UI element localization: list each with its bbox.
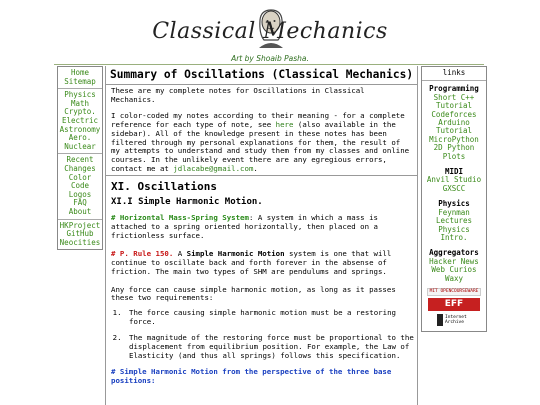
left-sidebar-nav — [57, 66, 103, 250]
art-credit: Art by Shoaib Pasha. — [231, 54, 309, 63]
rule-term: Simple Harmonic Motion — [186, 249, 285, 259]
sidebar-link[interactable]: Physics — [438, 224, 470, 234]
rule-text-a: A — [173, 249, 187, 259]
link-groups — [422, 81, 486, 286]
mit-ocw-badge[interactable]: MIT OPENCOURSEWARE — [427, 288, 481, 296]
para-text-3: . — [253, 163, 258, 173]
left-nav-link-crypto[interactable]: Crypto. — [64, 107, 96, 117]
left-nav-link-logos[interactable]: Logos — [68, 189, 92, 199]
links-header: links — [422, 67, 486, 81]
left-nav-link-color[interactable]: Color — [68, 172, 92, 182]
color-coding-paragraph — [111, 112, 413, 173]
sidebar-link[interactable]: 2D Python — [433, 143, 475, 153]
left-nav-group — [58, 220, 102, 250]
rule-note — [111, 250, 413, 276]
sidebar-link[interactable]: Tutorial — [435, 126, 473, 136]
link-group-heading: Aggregators — [429, 248, 479, 258]
requirements-list — [126, 309, 417, 361]
left-nav-link-code[interactable]: Code — [70, 181, 90, 191]
link-group-heading: Physics — [438, 199, 470, 209]
left-nav-link-neocities[interactable]: Neocities — [59, 237, 101, 247]
definition-text: : A system in which a mass is attached to a spring oriented horizontally, then placed on a frictionless surface. — [111, 213, 378, 240]
left-nav-group — [58, 89, 102, 154]
section-heading: XI. Oscillations — [111, 180, 217, 194]
link-group-midi — [422, 164, 486, 196]
para-text-2: (also available in the sidebar). All of the knowledge present in these notes has been filtered through my personal explanations for them, the result of my attempts to understand and study them from my classes and online courses. In the unlikely event there are any egregious errors, contact me at — [111, 120, 410, 173]
archive-building-icon — [437, 314, 443, 326]
subsection-heading: XI.I Simple Harmonic Motion. — [111, 197, 263, 208]
definition-tag: # Horizontal Mass-Spring System — [111, 213, 249, 223]
left-nav-link-recent[interactable]: Recent — [66, 155, 94, 165]
left-nav-link-faq[interactable]: FAQ — [73, 198, 87, 208]
para-text-1: I color-coded my notes according to their meaning - for a complete reference for each type of note, see — [111, 111, 405, 130]
title-divider — [106, 84, 417, 85]
left-nav-group — [58, 154, 102, 219]
list-item: 2. The magnitude of the restoring force must be proportional to the displacement from equilibrium position. For example, the Law of Elasticity (and thus all springs) follows this specification. — [126, 334, 417, 360]
left-nav-link-home[interactable]: Home — [70, 68, 90, 77]
left-nav-link-physics[interactable]: Physics — [64, 90, 96, 100]
rule-text: system is one that will continue to oscillate back and forth forever in the absense of friction. The main two types of SHM are pendulums and springs. — [111, 249, 392, 276]
left-nav-link-nuclear[interactable]: Nuclear — [64, 141, 96, 151]
page-title: Summary of Oscillations (Classical Mechanics) — [110, 68, 414, 81]
main-content — [105, 66, 418, 405]
site-banner — [0, 0, 540, 66]
sidebar-link[interactable]: Hacker News — [429, 256, 479, 266]
intro-paragraph: These are my complete notes for Oscillations in Classical Mechanics. — [111, 86, 365, 104]
sidebar-link[interactable]: Lectures — [435, 216, 473, 226]
blue-note — [111, 368, 413, 385]
link-group-physics — [422, 196, 486, 245]
banner-divider — [54, 64, 484, 65]
right-sidebar-links — [421, 66, 487, 332]
left-nav-link-astronomy[interactable]: Astronomy — [59, 124, 101, 134]
eff-badge[interactable]: EFF — [428, 298, 480, 311]
left-nav-link-sitemap[interactable]: Sitemap — [64, 76, 96, 86]
color-key-link[interactable]: here — [275, 120, 294, 130]
link-group-heading: Programming — [429, 84, 479, 94]
link-group-heading: MIDI — [444, 167, 464, 177]
sidebar-link[interactable]: GXSCC — [442, 183, 466, 193]
sidebar-link[interactable]: Waxy — [444, 273, 464, 283]
sidebar-link[interactable]: Arduino — [438, 118, 470, 128]
sidebar-link[interactable]: Codeforces — [431, 109, 477, 119]
section-divider — [106, 175, 417, 176]
email-link[interactable]: jdlacabe@gmail.com — [173, 163, 254, 173]
left-nav-link-changes[interactable]: Changes — [64, 163, 96, 173]
definition-note — [111, 214, 413, 240]
left-nav-link-aero[interactable]: Aero. — [68, 133, 92, 143]
link-group-programming — [422, 81, 486, 164]
sidebar-link[interactable]: Short C++ — [433, 92, 475, 102]
sidebar-link[interactable]: Feynman — [438, 207, 470, 217]
sidebar-link[interactable]: Anvil Studio — [426, 175, 482, 185]
badge-group — [422, 286, 486, 331]
left-nav-link-math[interactable]: Math — [70, 98, 90, 108]
left-nav-link-hkproject[interactable]: HKProject — [59, 220, 101, 230]
sidebar-link[interactable]: Web Curios — [431, 265, 477, 275]
blue-note-tag: # Simple Harmonic Motion from the perspective of the three base positions: — [111, 367, 392, 386]
sidebar-link[interactable]: Intro. — [440, 232, 468, 242]
internet-archive-badge[interactable] — [437, 313, 471, 327]
left-nav-link-about[interactable]: About — [68, 206, 92, 216]
sidebar-link[interactable]: Plots — [442, 151, 466, 161]
left-nav-group — [58, 67, 102, 89]
internet-archive-label: Internet Archive — [445, 314, 467, 325]
left-nav-link-electric[interactable]: Electric — [61, 115, 99, 125]
sidebar-link[interactable]: MicroPython — [429, 134, 479, 144]
left-nav-link-github[interactable]: GitHub — [66, 229, 94, 239]
rule-tag: # P. Rule 150. — [111, 249, 174, 259]
force-paragraph: Any force can cause simple harmonic motion, as long as it passes these two requirements: — [111, 284, 396, 303]
sidebar-link[interactable]: Tutorial — [435, 101, 473, 111]
list-item: 1. The force causing simple harmonic motion must be a restoring force. — [126, 309, 417, 326]
link-group-aggregators — [422, 245, 486, 286]
site-title: Classical Mechanics — [152, 19, 388, 44]
